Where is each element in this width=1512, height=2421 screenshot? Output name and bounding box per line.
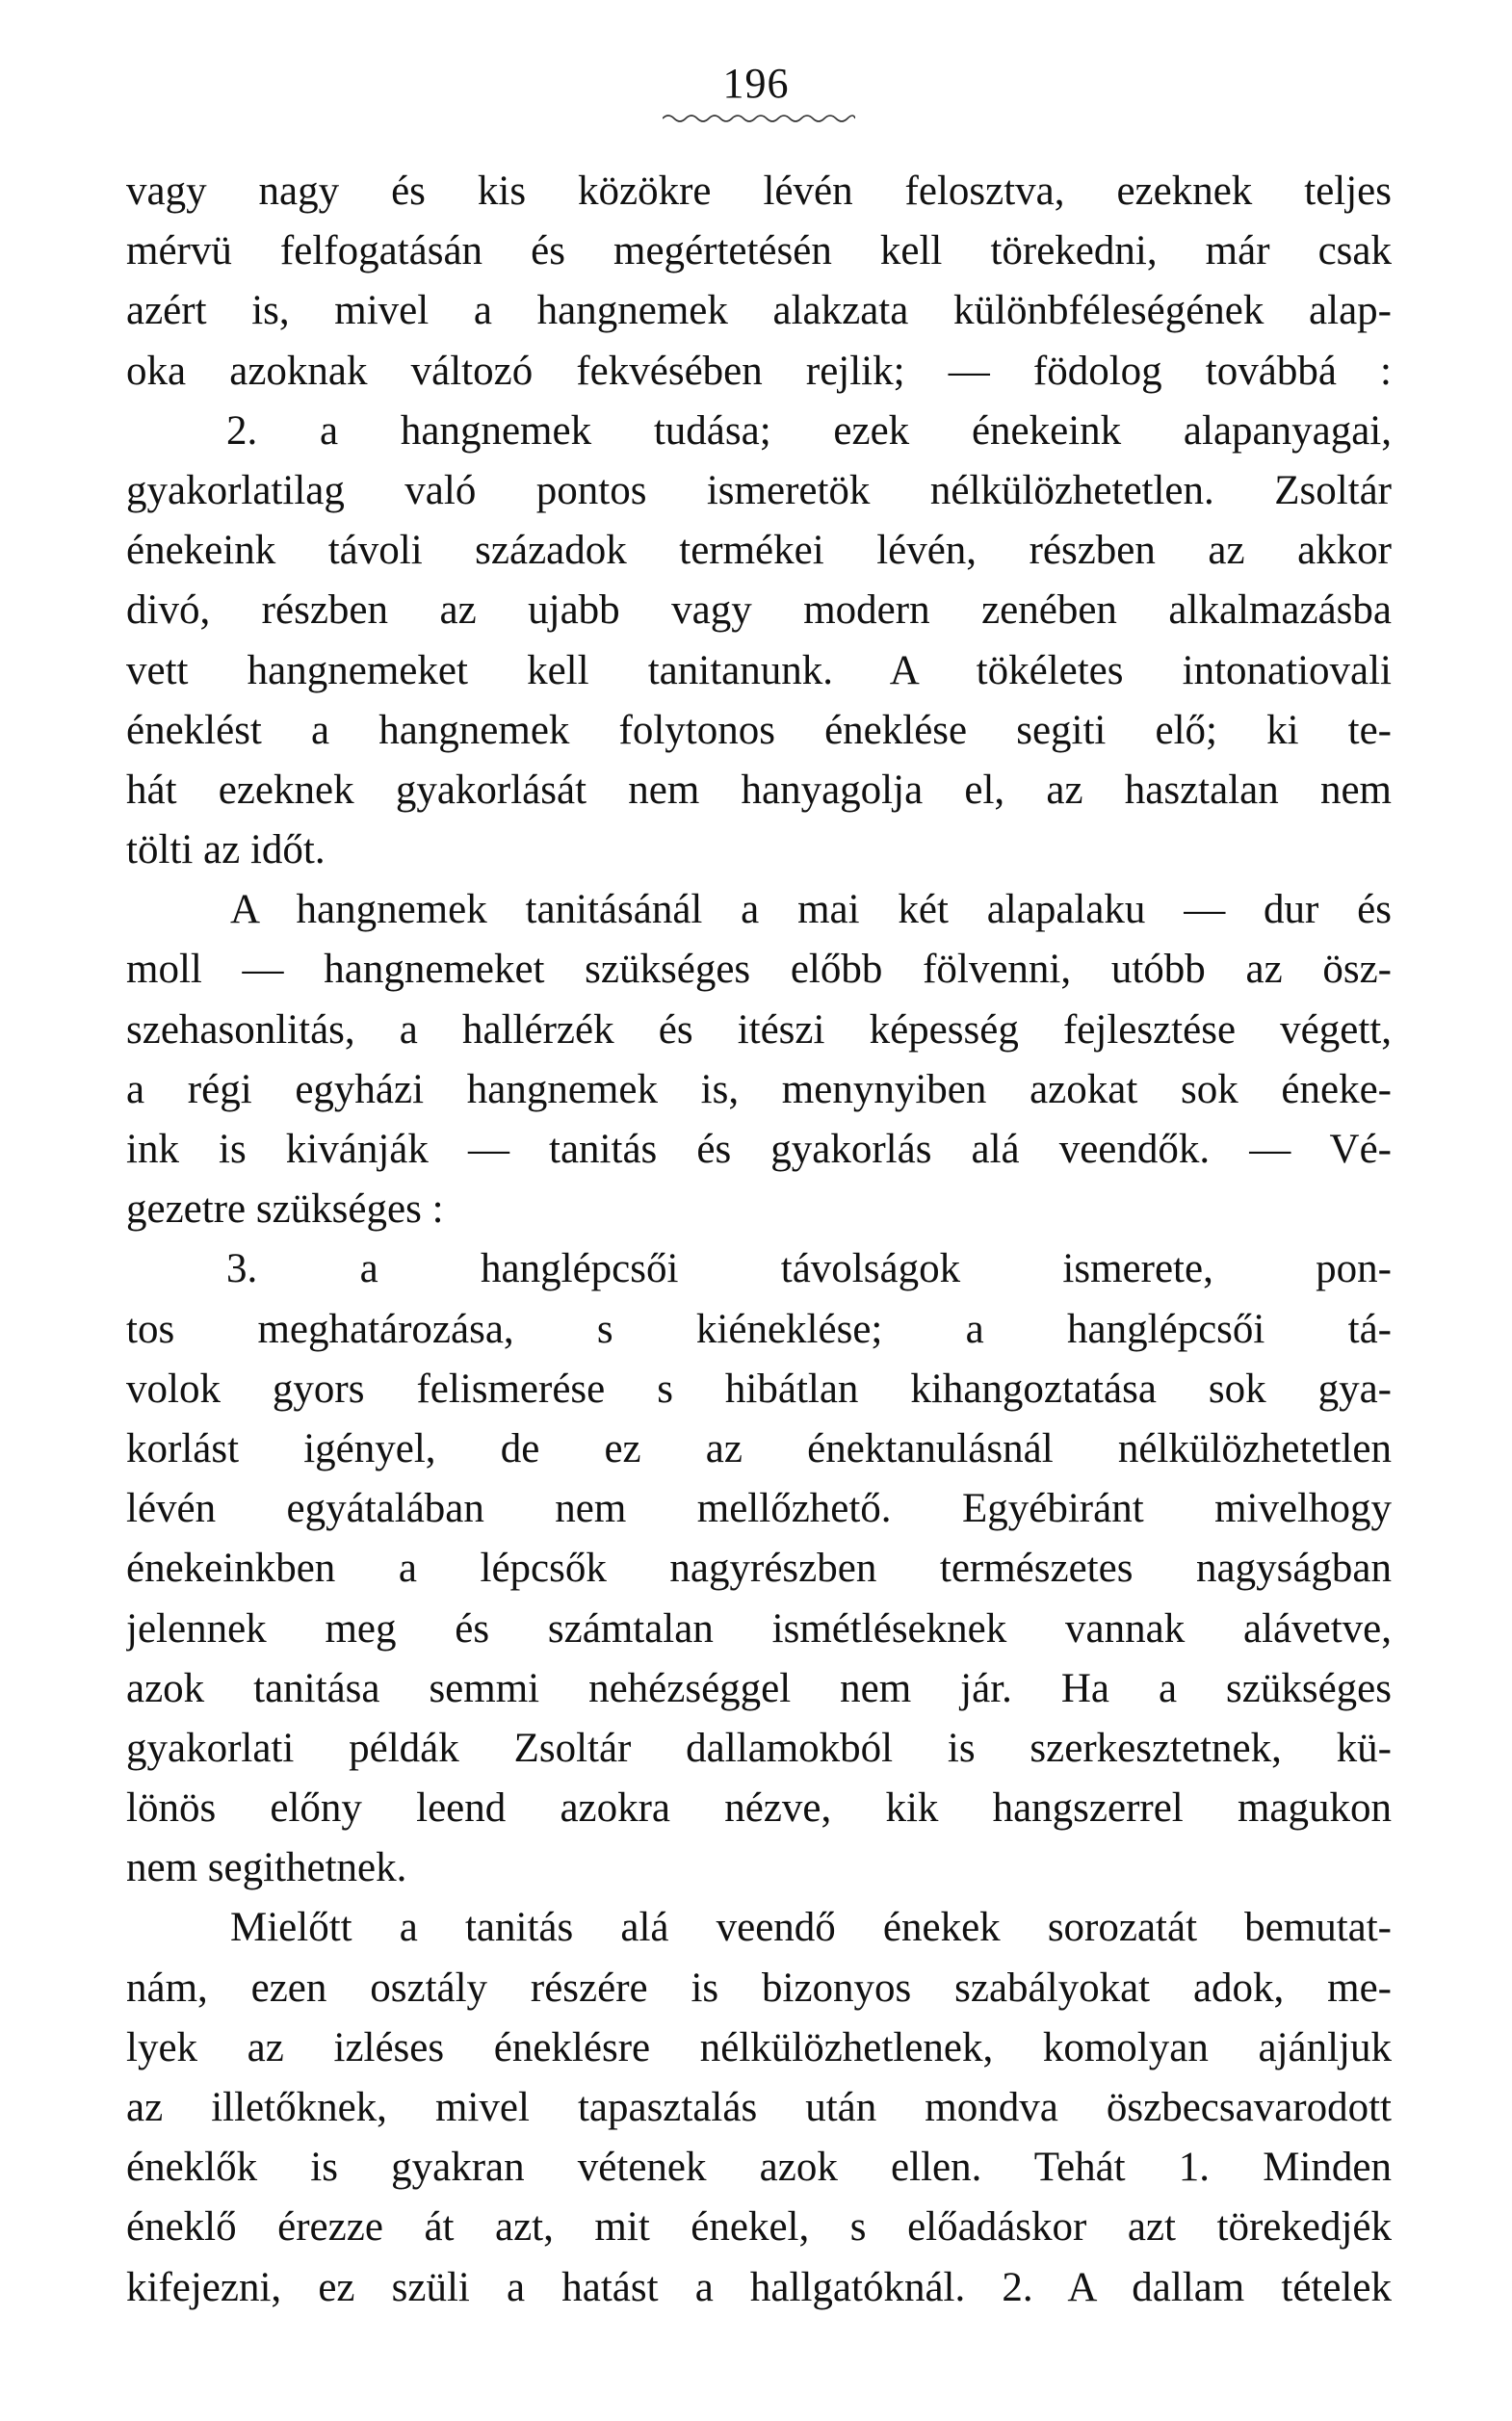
text-line: énekeinkben a lépcsők nagyrészben természetes nagyságban: [126, 1546, 1392, 1592]
wavy-rule-ornament: [663, 112, 855, 125]
text-line: divó, részben az ujabb vagy modern zenében alkalmazásba: [126, 587, 1392, 634]
text-line: az illetőknek, mivel tapasztalás után mondva öszbecsavarodott: [126, 2085, 1392, 2130]
text-line: jelennek meg és számtalan ismétléseknek vannak alávetve,: [126, 1605, 1392, 1652]
text-line: ink is kivánják — tanitás és gyakorlás alá veendők. — Vé-: [126, 1127, 1392, 1172]
text-line: 3. a hanglépcsői távolságok ismerete, pon-: [226, 1246, 1392, 1292]
text-line: 2. a hangnemek tudása; ezek énekeink alapanyagai,: [226, 407, 1392, 454]
text-line: azért is, mivel a hangnemek alakzata különbféleségének alap-: [126, 288, 1392, 334]
text-line: lévén egyátalában nem mellőzhető. Egyébiránt mivelhogy: [126, 1486, 1392, 1532]
text-line: vett hangnemeket kell tanitanunk. A tökéletes intonatiovali: [126, 647, 1392, 693]
text-line: lyek az izléses éneklésre nélkülözhetlenek, komolyan ajánljuk: [126, 2024, 1392, 2070]
text-line: hát ezeknek gyakorlását nem hanyagolja el, az hasztalan nem: [126, 767, 1392, 813]
text-line: nám, ezen osztály részére is bizonyos szabályokat adok, me-: [126, 1965, 1392, 2011]
text-line: énekeink távoli századok termékei lévén, részben az akkor: [126, 528, 1392, 574]
text-line: tos meghatározása, s kiéneklése; a hanglépcsői tá-: [126, 1306, 1392, 1352]
text-line: kifejezni, ez szüli a hatást a hallgatóknál. 2. A dallam tételek: [126, 2264, 1392, 2310]
text-line: korlást igényel, de ez az énektanulásnál nélkülözhetetlen: [126, 1425, 1392, 1471]
text-line: azok tanitása semmi nehézséggel nem jár. Ha a szükséges: [126, 1665, 1392, 1711]
text-line: éneklést a hangnemek folytonos éneklése segiti elő; ki te-: [126, 707, 1392, 753]
text-line: a régi egyházi hangnemek is, menynyiben azokat sok éneke-: [126, 1066, 1392, 1112]
text-line: tölti az időt.: [126, 827, 326, 873]
text-line: Mielőtt a tanitás alá veendő énekek sorozatát bemutat-: [230, 1905, 1392, 1951]
text-line: lönös előny leend azokra nézve, kik hangszerrel magukon: [126, 1785, 1392, 1832]
text-line: éneklők is gyakran vétenek azok ellen. Tehát 1. Minden: [126, 2145, 1392, 2191]
text-line: éneklő érezze át azt, mit énekel, s előadáskor azt törekedjék: [126, 2204, 1392, 2251]
text-line: szehasonlitás, a hallérzék és itészi képesség fejlesztése végett,: [126, 1006, 1392, 1053]
text-line: vagy nagy és kis közökre lévén felosztva, ezeknek teljes: [126, 169, 1392, 214]
text-line: A hangnemek tanitásánál a mai két alapalaku — dur és: [230, 887, 1392, 933]
text-line: gezetre szükséges :: [126, 1186, 444, 1233]
text-line: gyakorlatilag való pontos ismeretök nélkülözhetetlen. Zsoltár: [126, 467, 1392, 513]
text-line: moll — hangnemeket szükséges előbb fölvenni, utóbb az ösz-: [126, 947, 1392, 993]
text-line: gyakorlati példák Zsoltár dallamokból is szerkesztetnek, kü-: [126, 1725, 1392, 1771]
body-text: [126, 162, 1392, 2318]
text-line: oka azoknak változó fekvésében rejlik; — födolog továbbá :: [126, 348, 1392, 394]
text-line: mérvü felfogatásán és megértetésén kell törekedni, már csak: [126, 228, 1392, 274]
page-number: 196: [722, 60, 790, 107]
text-line: nem segithetnek.: [126, 1845, 407, 1891]
text-line: volok gyors felismerése s hibátlan kihangoztatása sok gya-: [126, 1366, 1392, 1412]
